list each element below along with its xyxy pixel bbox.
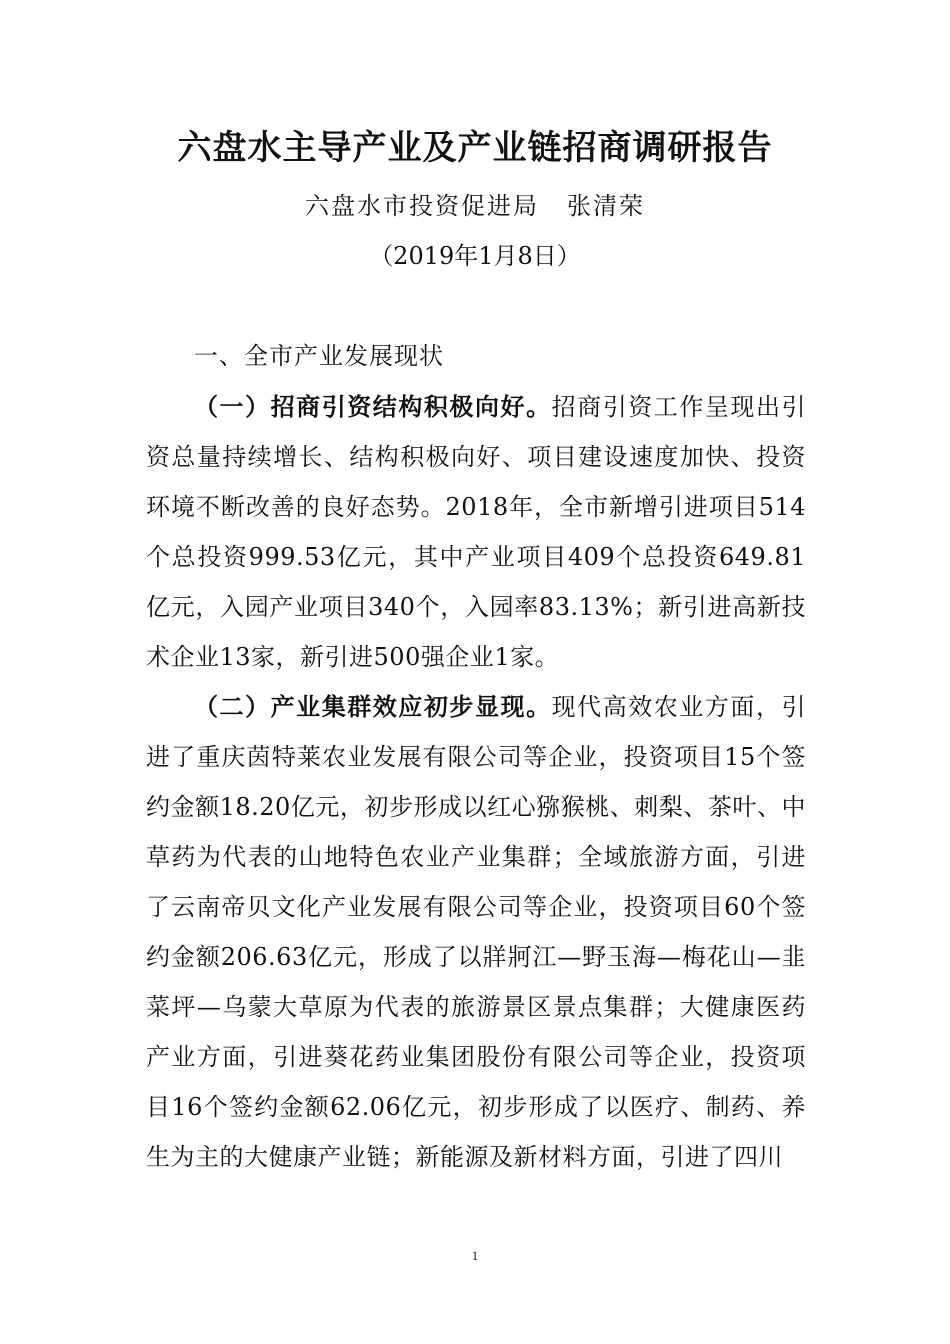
paragraph-2-text: 现代高效农业方面，引进了重庆茵特莱农业发展有限公司等企业，投资项目15个签约金额18.20亿元，初步形成以红心猕猴桃、刺梨、茶叶、中草药为代表的山地特色农业产业集群；全域旅游方面，引进了云南帝贝文化产业发展有限公司等企业，投资项目60个签约金额206.63亿元，形成了以牂牁江—野玉海—梅花山—韭菜坪—乌蒙大草原为代表的旅游景区景点集群；大健康医药产业方面，引进葵花药业集团股份有限公司等企业，投资项目16个签约金额62.06亿元，初步形成了以医疗、制药、养生为主的大健康产业链；新能源及新材料方面，引进了四川 bbox=[146, 693, 806, 1171]
paragraph-1-text: 招商引资工作呈现出引资总量持续增长、结构积极向好、项目建设速度加快、投资环境不断改善的良好态势。2018年，全市新增引进项目514个总投资999.53亿元，其中产业项目409个总投资649.81亿元，入园产业项目340个，入园率83.13%；新引进高新技术企业13家，新引进500强企业1家。 bbox=[146, 393, 806, 671]
paragraph-1-lead: （一）招商引资结构积极向好。 bbox=[194, 392, 552, 421]
document-title: 六盘水主导产业及产业链招商调研报告 bbox=[177, 128, 773, 168]
section-heading-1: 一、全市产业发展现状 bbox=[194, 342, 444, 370]
report-date: （2019年1月8日） bbox=[369, 242, 581, 270]
author-name: 张清荣 bbox=[567, 192, 645, 220]
paragraph-industry-cluster bbox=[146, 682, 806, 1182]
author-line bbox=[0, 186, 950, 226]
author-organization: 六盘水市投资促进局 bbox=[305, 192, 539, 220]
paragraph-investment-structure bbox=[146, 382, 806, 682]
paragraph-2-lead: （二）产业集群效应初步显现。 bbox=[194, 692, 552, 721]
page-number: 1 bbox=[471, 1248, 479, 1263]
